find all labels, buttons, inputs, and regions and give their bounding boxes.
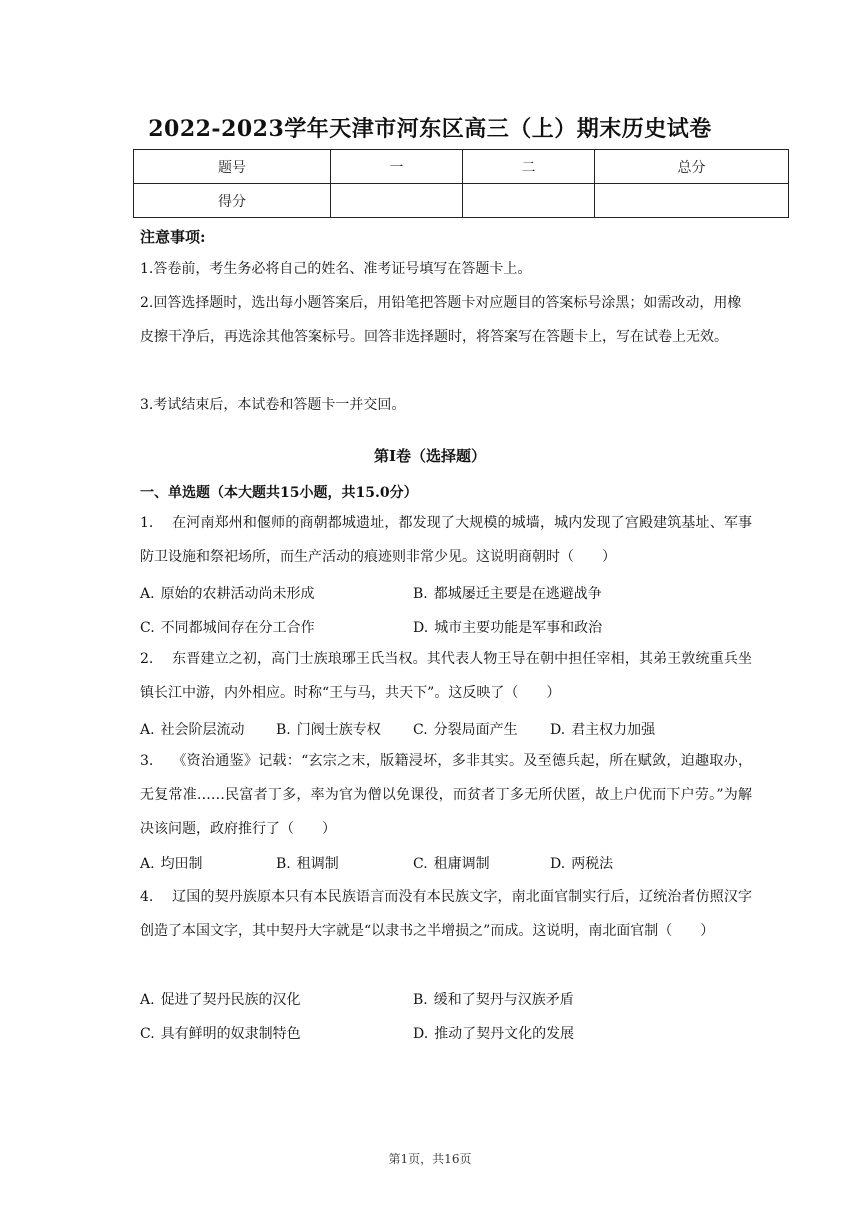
question-stem: 《资治通鉴》记载：“玄宗之末，版籍浸坏，多非其实。及至德兵起，所在赋敛，迫趣取办，无复常准……民富者丁多，率为官为僧以免课役，而贫者丁多无所伏匿，故上户优而下户劳。”为解决该问题，政府推行了（ ） <box>140 753 752 837</box>
question-number: 2. <box>140 651 154 667</box>
q4-option-d[interactable]: D. 推动了契丹文化的发展 <box>413 1026 575 1042</box>
score-cell-total <box>595 184 789 218</box>
header-question-no: 题号 <box>134 150 331 184</box>
question-number: 3. <box>140 753 154 769</box>
score-table-score-row <box>134 184 789 218</box>
q1-option-d[interactable]: D. 城市主要功能是军事和政治 <box>413 620 603 636</box>
page-title: 2022-2023学年天津市河东区高三（上）期末历史试卷 <box>148 116 712 142</box>
notice-item-3: 3.考试结束后，本试卷和答题卡一并交回。 <box>140 397 406 413</box>
q3-option-a[interactable]: A. 均田制 <box>140 856 203 872</box>
section-title: 一、单选题（本大题共15小题，共15.0分） <box>140 485 418 501</box>
q4-option-c[interactable]: C. 具有鲜明的奴隶制特色 <box>140 1026 301 1042</box>
q1-option-a[interactable]: A. 原始的农耕活动尚未形成 <box>140 586 315 602</box>
part-title: 第I卷（选择题） <box>373 447 487 465</box>
question-stem: 东晋建立之初，高门士族琅琊王氏当权。其代表人物王导在朝中担任宰相，其弟王敦统重兵坐镇长江中游，内外相应。时称“王与马，共天下”。这反映了（ ） <box>140 651 752 701</box>
score-table-header-row <box>134 150 789 184</box>
score-cell-part-one <box>331 184 463 218</box>
question-4 <box>140 880 752 948</box>
page-footer: 第1页，共16页 <box>388 1152 472 1166</box>
header-total: 总分 <box>595 150 789 184</box>
question-stem: 辽国的契丹族原本只有本民族语言而没有本民族文字，南北面官制实行后，辽统治者仿照汉字创造了本国文字，其中契丹大字就是“以隶书之半增损之”而成。这说明，南北面官制（ ） <box>140 889 752 939</box>
score-table <box>133 149 789 218</box>
question-number: 4. <box>140 889 154 905</box>
q1-option-b[interactable]: B. 都城屡迁主要是在逃避战争 <box>413 586 602 602</box>
question-number: 1. <box>140 515 154 531</box>
question-2 <box>140 642 752 710</box>
q2-option-d[interactable]: D. 君主权力加强 <box>550 722 656 738</box>
q3-option-b[interactable]: B. 租调制 <box>276 856 339 872</box>
q3-option-c[interactable]: C. 租庸调制 <box>413 856 490 872</box>
q4-option-a[interactable]: A. 促进了契丹民族的汉化 <box>140 992 301 1008</box>
q4-option-b[interactable]: B. 缓和了契丹与汉族矛盾 <box>413 992 574 1008</box>
notice-heading: 注意事项: <box>140 228 206 246</box>
q2-option-c[interactable]: C. 分裂局面产生 <box>413 722 518 738</box>
question-stem: 在河南郑州和偃师的商朝都城遗址，都发现了大规模的城墙，城内发现了宫殿建筑基址、军事防卫设施和祭祀场所，而生产活动的痕迹则非常少见。这说明商朝时（ ） <box>140 515 752 565</box>
q1-option-c[interactable]: C. 不同都城间存在分工合作 <box>140 620 315 636</box>
q2-option-a[interactable]: A. 社会阶层流动 <box>140 722 245 738</box>
q2-option-b[interactable]: B. 门阀士族专权 <box>276 722 381 738</box>
header-part-one: 一 <box>331 150 463 184</box>
score-cell-part-two <box>463 184 595 218</box>
question-3 <box>140 744 752 846</box>
row-label-score: 得分 <box>134 184 331 218</box>
notice-item-1: 1.答卷前，考生务必将自己的姓名、准考证号填写在答题卡上。 <box>140 261 532 277</box>
notice-item-2: 2.回答选择题时，选出每小题答案后，用铅笔把答题卡对应题目的答案标号涂黑；如需改动，用橡皮擦干净后，再选涂其他答案标号。回答非选择题时，将答案写在答题卡上，写在试卷上无效。 <box>140 295 742 345</box>
header-part-two: 二 <box>463 150 595 184</box>
question-1 <box>140 506 752 574</box>
q3-option-d[interactable]: D. 两税法 <box>550 856 614 872</box>
